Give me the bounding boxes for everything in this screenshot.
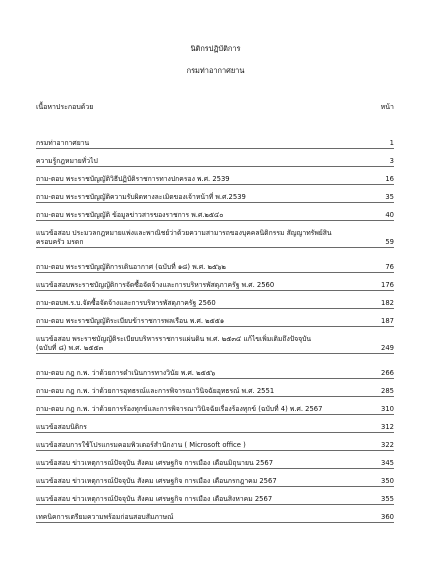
toc-page-number: 1 bbox=[389, 139, 394, 147]
toc-entry-title: ถาม-ตอบ พระราชบัญญัติ ข้อมูลข่าวสารของราชการ พ.ศ.๒๕๔๐ bbox=[36, 211, 224, 219]
toc-entry-title: แนวข้อสอบ พระราชบัญญัติระเบียบบริหารราชการแผ่นดิน พ.ศ. ๒๕๓๔ แก้ไขเพิ่มเติมถึงปัจจุบัน bbox=[36, 335, 312, 343]
toc-entry[interactable] bbox=[36, 369, 394, 379]
toc-entry[interactable] bbox=[36, 423, 394, 433]
toc-page-number: 310 bbox=[381, 405, 394, 413]
toc-entry[interactable] bbox=[36, 211, 394, 221]
toc-entry-title: แนวข้อสอบ ข่าวเหตุการณ์ปัจจุบัน สังคม เศรษฐกิจ การเมือง เดือนมิถุนายน 2567 bbox=[36, 459, 274, 467]
toc-entry[interactable] bbox=[36, 299, 394, 309]
toc-page-number: 3 bbox=[389, 157, 394, 165]
toc-entry[interactable] bbox=[36, 405, 394, 415]
toc-page-number: 249 bbox=[381, 344, 394, 352]
toc-entry-title: ถาม-ตอบ กฎ ก.พ. ว่าด้วยการร้องทุกข์และการพิจารณาวินิจฉัยเรื่องร้องทุกข์ (ฉบับที่ 4) พ.ศ. 2567 bbox=[36, 405, 323, 413]
toc-entry[interactable] bbox=[36, 441, 394, 451]
toc-entry[interactable] bbox=[36, 281, 394, 291]
toc-page-number: 355 bbox=[381, 495, 394, 503]
toc-entry-title: (ฉบับที่ ๘) พ.ศ. ๒๕๕๓ bbox=[36, 344, 104, 352]
toc-entry[interactable] bbox=[36, 513, 394, 523]
toc-entry[interactable] bbox=[36, 229, 394, 248]
toc-entry[interactable] bbox=[36, 459, 394, 469]
contents-label: เนื้อหาประกอบด้วย bbox=[36, 103, 94, 111]
toc-entry-title: แนวข้อสอบ ข่าวเหตุการณ์ปัจจุบัน สังคม เศรษฐกิจ การเมือง เดือนสิงหาคม 2567 bbox=[36, 495, 273, 503]
toc-page-number: 285 bbox=[381, 387, 394, 395]
toc-page-number: 312 bbox=[381, 423, 394, 431]
toc-page-number: 182 bbox=[381, 299, 394, 307]
toc-entry-title: แนวข้อสอบพระราชบัญญัติการจัดซื้อจัดจ้างและการบริหารพัสดุภาครัฐ พ.ศ. 2560 bbox=[36, 281, 275, 289]
toc-page-number: 76 bbox=[385, 263, 394, 271]
toc-page-number: 40 bbox=[385, 211, 394, 219]
toc-header bbox=[36, 102, 394, 112]
toc-page-number: 176 bbox=[381, 281, 394, 289]
toc-page-number: 59 bbox=[385, 238, 394, 246]
toc-entry-title: ถาม-ตอบ พระราชบัญญัติระเบียบข้าราชการพลเรือน พ.ศ. ๒๕๕๑ bbox=[36, 317, 225, 325]
toc-entry-title: ถาม-ตอบ กฎ ก.พ. ว่าด้วยการดำเนินการทางวินัย พ.ศ. ๒๕๕๖ bbox=[36, 369, 216, 377]
toc-entry[interactable] bbox=[36, 175, 394, 185]
toc-entry-title: ความรู้กฎหมายทั่วไป bbox=[36, 157, 98, 165]
document-subtitle: กรมท่าอากาศยาน bbox=[186, 66, 245, 75]
toc-entry-title: แนวข้อสอบ ข่าวเหตุการณ์ปัจจุบัน สังคม เศรษฐกิจ การเมือง เดือนกรกฎาคม 2567 bbox=[36, 477, 277, 485]
toc-entry-title: ถาม-ตอบ พระราชบัญญัติการเดินอากาศ (ฉบับที่ ๑๘) พ.ศ. ๒๕๖๒ bbox=[36, 263, 226, 271]
toc-page-number: 16 bbox=[385, 175, 394, 183]
toc-entry[interactable] bbox=[36, 387, 394, 397]
toc-page-number: 345 bbox=[381, 459, 394, 467]
page-column-label: หน้า bbox=[380, 103, 394, 111]
toc-entry-title: ถาม-ตอบพ.ร.บ.จัดซื้อจัดจ้างและการบริหารพัสดุภาครัฐ 2560 bbox=[36, 299, 216, 307]
toc-entry-title: แนวข้อสอบนิติกร bbox=[36, 423, 87, 431]
toc-entry[interactable] bbox=[36, 193, 394, 203]
toc-page-number: 322 bbox=[381, 441, 394, 449]
toc-page-number: 35 bbox=[385, 193, 394, 201]
toc-entry-title: แนวข้อสอบ ประมวลกฎหมายแพ่งและพาณิชย์ว่าด้วยความสามารถของบุคคลนิติกรรม สัญญาทรัพย์สิน bbox=[36, 229, 332, 237]
toc-entry-title: แนวข้อสอบการใช้โปรแกรมคอมพิวเตอร์สำนักงาน ( Microsoft office ) bbox=[36, 441, 246, 449]
toc-entry[interactable] bbox=[36, 477, 394, 487]
toc-page-number: 360 bbox=[381, 513, 394, 521]
toc-entry[interactable] bbox=[36, 335, 394, 354]
toc-entry[interactable] bbox=[36, 317, 394, 327]
toc-page-number: 350 bbox=[381, 477, 394, 485]
toc-entry[interactable] bbox=[36, 139, 394, 149]
toc-entry-title: ถาม-ตอบ พระราชบัญญัติความรับผิดทางละเมิดของเจ้าหน้าที่ พ.ศ.2539 bbox=[36, 193, 246, 201]
document-title: นิติกรปฏิบัติการ bbox=[190, 44, 241, 53]
toc-entry[interactable] bbox=[36, 157, 394, 167]
toc-entry[interactable] bbox=[36, 495, 394, 505]
toc-page-number: 266 bbox=[381, 369, 394, 377]
toc-entry-title: ถาม-ตอบ กฎ ก.พ. ว่าด้วยการอุทธรณ์และการพิจารณาวินิจฉัยอุทธรณ์ พ.ศ. 2551 bbox=[36, 387, 275, 395]
toc-entry-title: เทคนิคการเตรียมความพร้อมก่อนสอบสัมภาษณ์ bbox=[36, 513, 174, 521]
toc-entry-title: ครอบครัว มรดก bbox=[36, 238, 84, 246]
toc-page-number: 187 bbox=[381, 317, 394, 325]
toc-entry-title: ถาม-ตอบ พระราชบัญญัติวิธีปฏิบัติราชการทางปกครอง พ.ศ. 2539 bbox=[36, 175, 230, 183]
toc-entry-title: กรมท่าอากาศยาน bbox=[36, 139, 90, 147]
toc-entry[interactable] bbox=[36, 263, 394, 273]
